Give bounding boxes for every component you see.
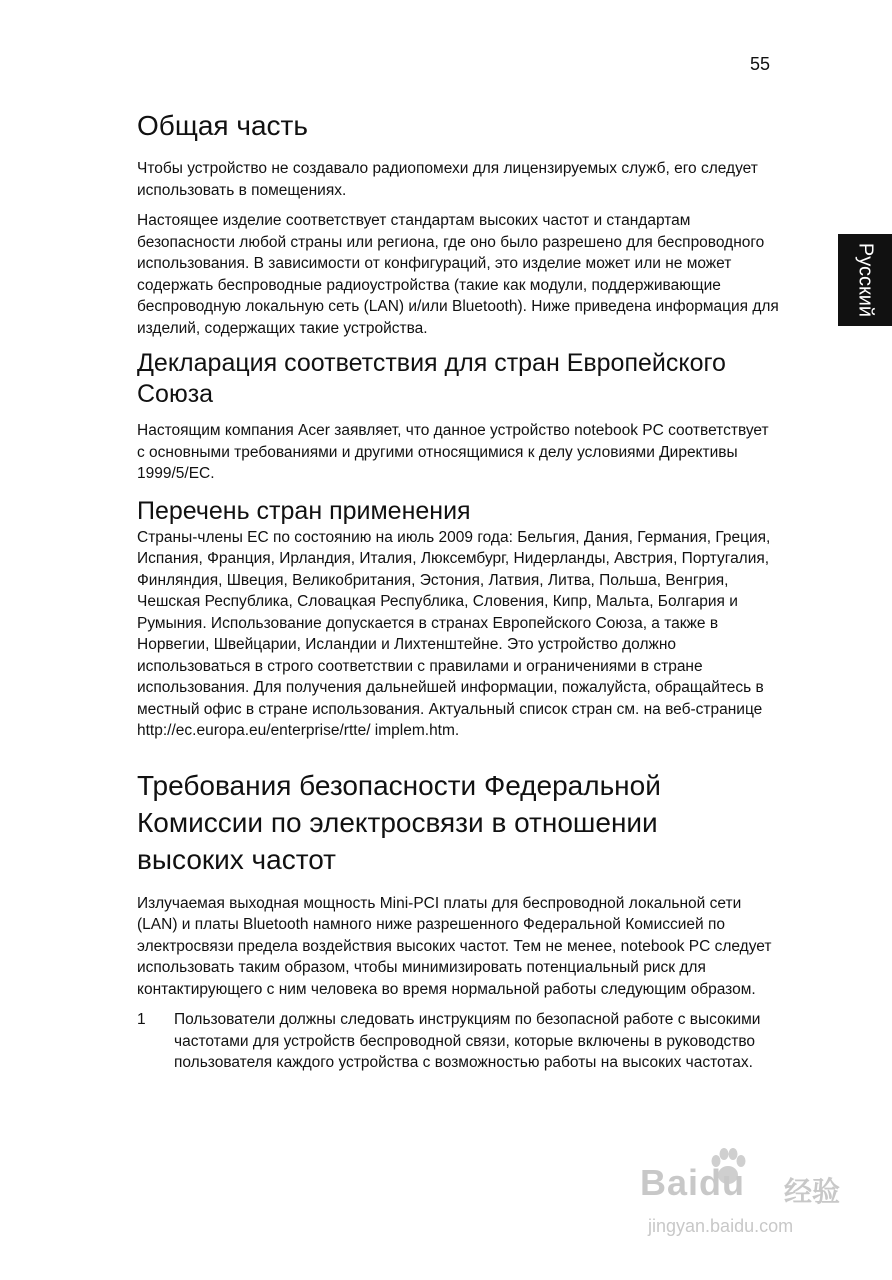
general-paragraph-1: Чтобы устройство не создавало радиопомехи для лицензируемых служб, его следует использовать в помещениях. — [137, 160, 758, 199]
list-item-number: 1 — [137, 1011, 146, 1028]
page-number: 55 — [750, 54, 771, 74]
section-title-general: Общая часть — [137, 110, 308, 141]
fcc-title-line-3: высоких частот — [137, 843, 337, 875]
fcc-paragraph-1: Излучаемая выходная мощность Mini-PCI платы для беспроводной локальной сети (LAN) и платы Bluetooth намного ниже разрешенного Федеральной Комиссией по электросвязи предела воздействия высоких частот. Тем не менее, notebook PC следует использовать таким образом, чтобы минимизировать потенциальный риск для контактирующего с ним человека во время нормальной работы следующим образом. — [137, 894, 772, 998]
fcc-title-line-1: Требования безопасности Федеральной — [137, 769, 661, 801]
watermark-url: jingyan.baidu.com — [648, 1216, 794, 1236]
language-tab-label: Русский — [854, 242, 877, 318]
list-item-text: Пользователи должны следовать инструкциям по безопасной работе с высокими частотами для устройств беспроводной связи, которые включены в руководство пользователя каждого устройства с возможностью работы на высоких частотах. — [174, 1011, 761, 1071]
eu-title-line-1: Декларация соответствия для стран Европейского — [137, 349, 726, 377]
page-content — [137, 108, 780, 1074]
section-title-eu-declaration — [137, 348, 780, 410]
language-tab — [838, 234, 892, 326]
list-item — [137, 1009, 780, 1074]
section-title-fcc — [137, 767, 780, 878]
eu-paragraph-1: Настоящим компания Acer заявляет, что данное устройство notebook PC соответствует с основными требованиями и другими относящимися к делу условиями Директивы 1999/5/EC. — [137, 422, 769, 482]
eu-title-line-2: Союза — [137, 380, 214, 408]
general-paragraph-2: Настоящее изделие соответствует стандартам высоких частот и стандартам безопасности любой страны или региона, где оно было разрешено для беспроводного использования. В зависимости от конфигураций, это изделие может или не может содержать беспроводные радиоустройства (такие как модули, поддерживающие беспроводную локальную сеть (LAN) и/или Bluetooth). Ниже приведена информация для изделий, содержащих такие устройства. — [137, 212, 779, 337]
watermark-cn-text: 经验 — [784, 1176, 841, 1207]
watermark-logo-text: Baidu — [640, 1162, 746, 1203]
baidu-watermark — [634, 1140, 854, 1250]
fcc-title-line-2: Комиссии по электросвязи в отношении — [137, 806, 658, 838]
section-title-countries: Перечень стран применения — [137, 496, 471, 525]
countries-paragraph-1: Страны-члены ЕС по состоянию на июль 2009 года: Бельгия, Дания, Германия, Греция, Испания, Франция, Ирландия, Италия, Люксембург, Нидерланды, Австрия, Португалия, Финляндия, Швеция, Великобритания, Эстония, Латвия, Литва, Польша, Венгрия, Чешская Республика, Словацкая Республика, Словения, Кипр, Мальта, Болгария и Румыния. Использование допускается в странах Европейского Союза, а также в Норвегии, Швейцарии, Исландии и Лихтенштейне. Это устройство должно использоваться в строго соответствии с правилами и ограничениями в стране использования. Для получения дальнейшей информации, пожалуйста, обращайтесь в местный офис в стране использования. Актуальный список стран см. на веб-странице http://ec.europa.eu/enterprise/rtte/ implem.htm. — [137, 528, 771, 739]
